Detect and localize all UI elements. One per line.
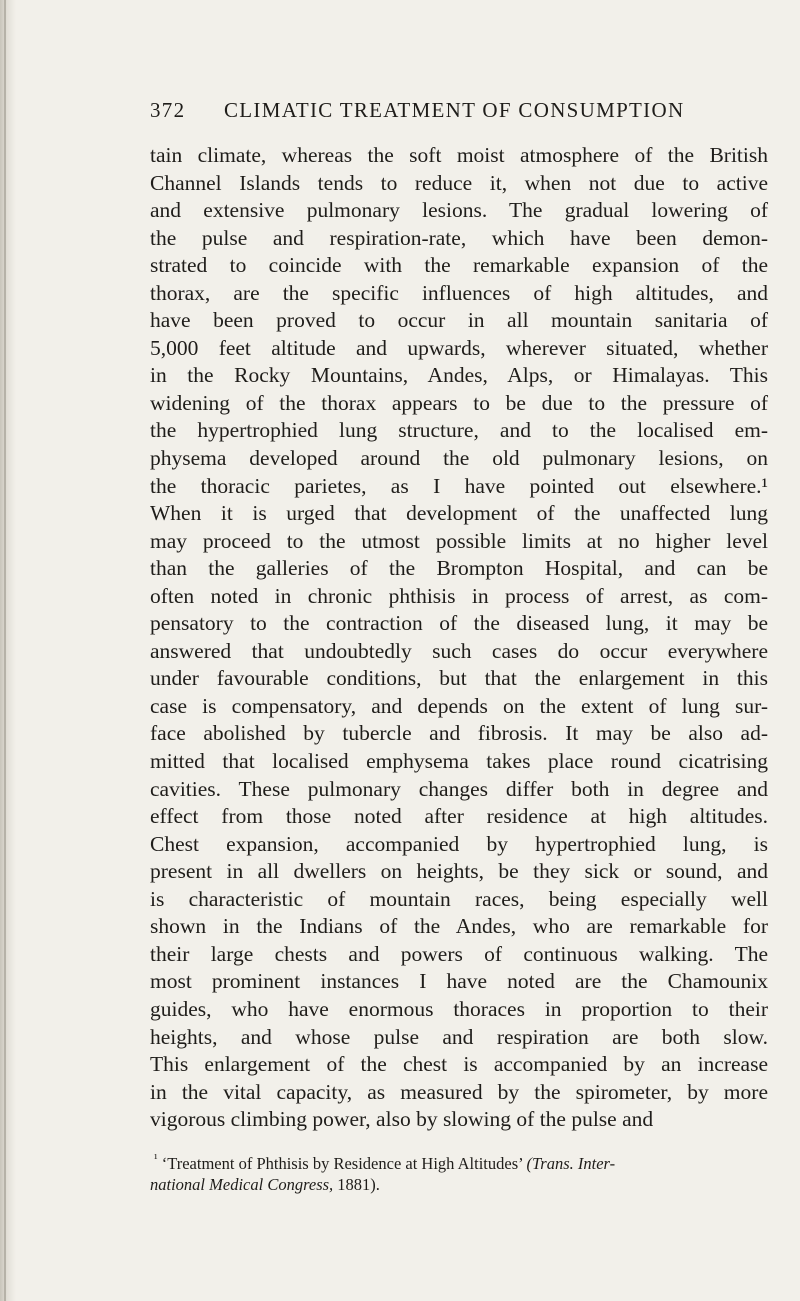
text-line: case is compensatory, and depends on the extent of lung sur- [150, 693, 768, 718]
text-line: strated to coincide with the remarkable expansion of the [150, 253, 768, 278]
text-line: and extensive pulmonary lesions. The gradual lowering of [150, 198, 768, 223]
text-line: 5,000 feet altitude and upwards, wherever situated, whether [150, 335, 768, 360]
text-line: face abolished by tubercle and fibrosis. It may be also ad- [150, 721, 768, 746]
footnote-text: ‘Treatment of Phthisis by Residence at High Altitudes’ [161, 1154, 523, 1173]
text-line: than the galleries of the Brompton Hospital, and can be [150, 556, 768, 581]
footnote-year: 1881). [337, 1175, 380, 1194]
text-line: Chest expansion, accompanied by hypertrophied lung, is [150, 831, 768, 856]
text-line: the pulse and respiration-rate, which have been demon- [150, 225, 768, 250]
running-head [150, 96, 770, 124]
footnote-citation: (Trans. Inter- [526, 1154, 616, 1173]
text-line: in the Rocky Mountains, Andes, Alps, or Himalayas. This [150, 363, 768, 388]
text-line: cavities. These pulmonary changes differ both in degree and [150, 776, 768, 801]
text-line: tain climate, whereas the soft moist atmosphere of the British [150, 143, 768, 167]
text-line: shown in the Indians of the Andes, who are remarkable for [150, 914, 768, 939]
text-line: Channel Islands tends to reduce it, when not due to active [150, 170, 768, 195]
text-line: is characteristic of mountain races, being especially well [150, 886, 768, 911]
text-line: often noted in chronic phthisis in process of arrest, as com- [150, 583, 768, 608]
text-line: thorax, are the specific influences of high altitudes, and [150, 280, 768, 305]
text-line: the hypertrophied lung structure, and to the localised em- [150, 418, 768, 443]
text-line: answered that undoubtedly such cases do occur everywhere [150, 638, 768, 663]
footnote-marker: ¹ [154, 1151, 158, 1166]
text-line: in the vital capacity, as measured by the spirometer, by more [150, 1079, 768, 1104]
text-line: have been proved to occur in all mountain sanitaria of [150, 308, 768, 333]
footnote-line [150, 1153, 768, 1174]
footnote-citation: national Medical Congress, [150, 1175, 334, 1194]
body-text [150, 142, 768, 1134]
running-title: CLIMATIC TREATMENT OF CONSUMPTION [224, 98, 685, 122]
text-line: mitted that localised emphysema takes place round cicatrising [150, 749, 768, 774]
page-binding-edge [4, 0, 6, 1301]
text-line: This enlargement of the chest is accompanied by an increase [150, 1052, 768, 1077]
text-line: guides, who have enormous thoraces in proportion to their [150, 996, 768, 1021]
text-line: the thoracic parietes, as I have pointed out elsewhere.¹ [150, 473, 768, 498]
text-line: their large chests and powers of continuous walking. The [150, 941, 768, 966]
text-line: physema developed around the old pulmonary lesions, on [150, 446, 768, 471]
footnote-line [150, 1174, 768, 1195]
page-number: 372 [150, 98, 186, 122]
text-line: effect from those noted after residence at high altitudes. [150, 804, 768, 829]
text-line: may proceed to the utmost possible limits at no higher level [150, 528, 768, 553]
text-line: under favourable conditions, but that the enlargement in this [150, 666, 768, 691]
footnote [150, 1153, 768, 1195]
text-line: heights, and whose pulse and respiration are both slow. [150, 1024, 768, 1049]
text-line: vigorous climbing power, also by slowing of the pulse and [150, 1107, 654, 1132]
text-line: present in all dwellers on heights, be they sick or sound, and [150, 859, 768, 884]
text-line: When it is urged that development of the unaffected lung [150, 501, 768, 526]
text-line: pensatory to the contraction of the diseased lung, it may be [150, 611, 768, 636]
page-binding-shadow [0, 0, 16, 1301]
text-line: most prominent instances I have noted are the Chamounix [150, 969, 768, 994]
text-line: widening of the thorax appears to be due to the pressure of [150, 390, 768, 415]
